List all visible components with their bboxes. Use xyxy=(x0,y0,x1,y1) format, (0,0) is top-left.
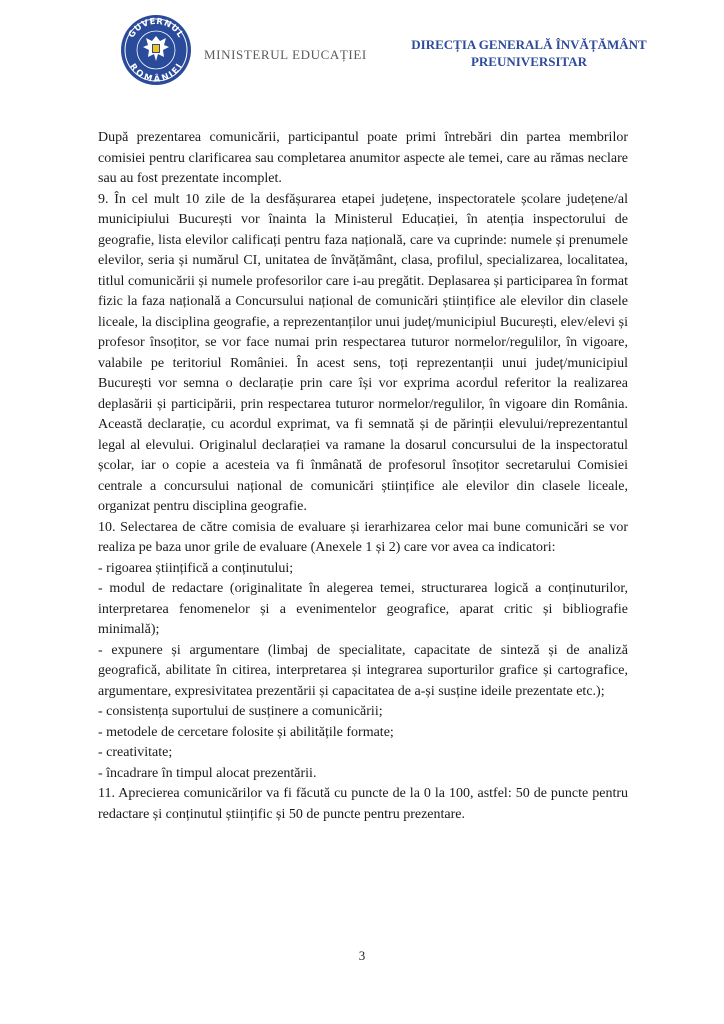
list-item: - rigoarea științifică a conținutului; xyxy=(98,560,294,576)
ministry-name: MINISTERUL EDUCAȚIEI xyxy=(204,47,367,62)
page-number: 3 xyxy=(358,948,366,963)
list-item: - încadrare în timpul alocat prezentării. xyxy=(98,765,317,781)
list-item: - modul de redactare (originalitate în alegerea temei, structurarea logică a conținuturilor, interpretarea fenomenelor și a evenimentelor geografice, aparat critic și bibliografie minimală); xyxy=(98,581,628,637)
document-body xyxy=(98,128,628,825)
government-seal-icon xyxy=(120,14,192,86)
list-item: - metodele de cercetare folosite și abilitățile formate; xyxy=(98,724,394,740)
list-item: - creativitate; xyxy=(98,745,173,760)
paragraph-item-9: 9. În cel mult 10 zile de la desfășurarea etapei județene, inspectoratele școlare județene/al municipiului București vor înainta la Ministerul Educației, în atenția inspectorului de geografie, lista elevilor calificați pentru faza națională, care va cuprinde: numele și prenumele elevilor, seria și numărul CI, unitatea de învățământ, clasa, profilul, specializarea, localitatea, titlul comunicării și numele profesorilor care i-au pregătit. Deplasarea și participarea în format fizic la faza națională a Concursului național de comunicări științifice ale elevilor din clasele liceale, la disciplina geografie, a reprezentanților unui județ/municipiul București, elev/elevi și profesor însoțitor, se vor face numai prin respectarea tuturor normelor/regulilor, în vigoare, valabile pe teritoriul României. În acest sens, toți reprezentanții unui județ/municipiul București vor semna o declarație prin care își vor exprima acordul referitor la realizarea deplasării și participării, prin respectarea tuturor normelor/regulilor, în vigoare din România. Această declarație, cu acordul exprimat, va fi semnată și de părinții elevului/reprezentantul legal al elevului. Originalul declarației va ramane la dosarul concursului de la inspectoratul școlar, iar o copie a acesteia va fi înmânată de profesorul însoțitor secretarului Comisiei centrale a concursului național de comunicări științifice ale elevilor din clasele liceale, organizat pentru disciplina geografie. xyxy=(98,191,628,514)
paragraph-item-10: 10. Selectarea de către comisia de evaluare și ierarhizarea celor mai bune comunicări se vor realiza pe baza unor grile de evaluare (Anexele 1 și 2) care vor avea ca indicatori: xyxy=(98,519,628,555)
list-item: - consistența suportului de susținere a comunicării; xyxy=(98,704,383,719)
list-item: - expunere și argumentare (limbaj de specialitate, capacitate de sinteză și de analiză geografică, abilitate în citirea, interpretarea și integrarea suporturilor grafice și cartografice, argumentare, expresivitatea prezentării și capacitatea de a-și susține ideile prezentate etc.); xyxy=(98,642,628,699)
svg-text:GUVERNUL: GUVERNUL xyxy=(126,16,186,40)
directorate-title xyxy=(404,36,654,70)
page-header xyxy=(0,14,724,84)
paragraph-intro: După prezentarea comunicării, participantul poate primi întrebări din partea membrilor comisiei pentru clarificarea sau completarea anumitor aspecte ale temei, care au rămas neclare sau au fost prezentate incomplet. xyxy=(98,130,628,186)
directorate-line-1: DIRECȚIA GENERALĂ ÎNVĂȚĂMÂNT xyxy=(411,37,647,52)
paragraph-item-11: 11. Aprecierea comunicărilor va fi făcută cu puncte de la 0 la 100, astfel: 50 de puncte pentru redactare și conținutul științific și 50 de puncte pentru prezentare. xyxy=(98,786,628,822)
svg-text:ROMÂNIEI: ROMÂNIEI xyxy=(127,61,185,85)
directorate-line-2: PREUNIVERSITAR xyxy=(470,54,588,69)
